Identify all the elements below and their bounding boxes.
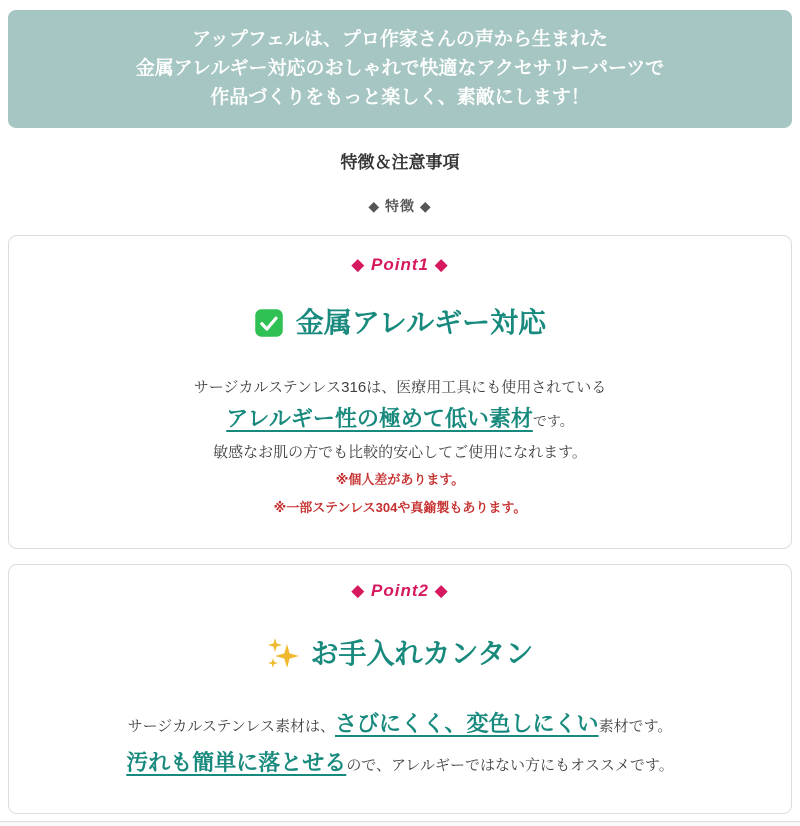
sparkles-icon — [267, 638, 299, 670]
point1-label: ◆ Point1 ◆ — [351, 255, 449, 274]
next-section-divider — [0, 821, 800, 826]
point2-label: ◆ Point2 ◆ — [351, 581, 449, 600]
point2-line1-prefix: サージカルステンレス素材は、 — [127, 718, 335, 735]
section-subtitle: ◆ 特徴 ◆ — [368, 198, 432, 214]
point2-line1-highlight: さびにくく、変色しにくい — [335, 711, 599, 736]
point2-line2-suffix: ので、アレルギーではない方にもオススメです。 — [346, 757, 674, 774]
point2-line-2 — [29, 746, 771, 783]
point1-note-1: ※個人差があります。 — [335, 472, 465, 487]
feature-card-point1 — [8, 235, 792, 549]
point2-heading — [29, 634, 771, 674]
banner-line-3: 作品づくりをもっと楽しく、素敵にします！ — [210, 87, 590, 108]
point1-heading-text: 金属アレルギー対応 — [295, 307, 547, 338]
point1-body-1: サージカルステンレス316は、医療用工具にも使用されている — [193, 379, 607, 396]
point2-line2-highlight: 汚れも簡単に落とせる — [126, 750, 347, 775]
banner-line-1: アップフェルは、プロ作家さんの声から生まれた — [192, 29, 608, 50]
point1-note-2: ※一部ステンレス304や真鍮製もあります。 — [273, 500, 527, 515]
banner-line-2: 金属アレルギー対応のおしゃれで快適なアクセサリーパーツで — [135, 58, 665, 79]
point1-highlight-suffix: です。 — [532, 413, 574, 429]
intro-banner — [8, 10, 792, 128]
point2-line1-suffix: 素材です。 — [598, 718, 673, 735]
point1-body-2: 敏感なお肌の方でも比較的安心してご使用になれます。 — [213, 444, 587, 461]
point2-line-1 — [29, 707, 771, 744]
feature-card-point2 — [8, 564, 792, 814]
check-icon — [254, 308, 284, 338]
point1-highlight: アレルギー性の極めて低い素材 — [226, 406, 533, 431]
point1-highlight-line — [29, 402, 771, 438]
point1-heading — [29, 303, 771, 343]
point2-heading-text: お手入れカンタン — [310, 638, 534, 669]
section-title: 特徴＆注意事項 — [340, 153, 460, 172]
